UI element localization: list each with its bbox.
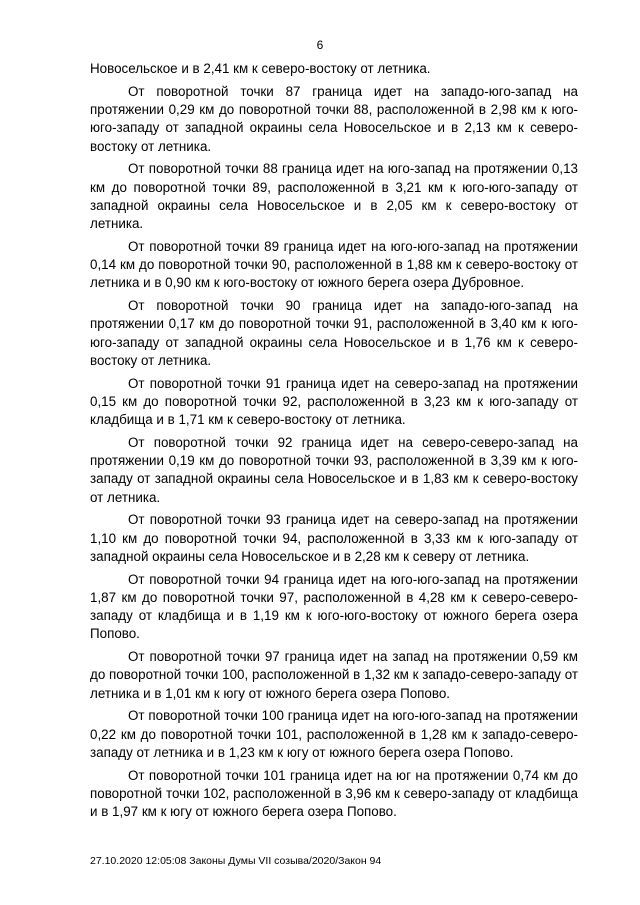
- paragraph-point-97: От поворотной точки 97 граница идет на запад на протяжении 0,59 км до поворотной точки 100, расположенной в 1,32 км к западо-северо-западу от летника и в 1,01 км к югу от южного берега озера Попово.: [90, 649, 578, 701]
- paragraph-point-88: От поворотной точки 88 граница идет на юго-запад на протяжении 0,13 км до поворотной точки 89, расположенной в 3,21 км к юго-юго-западу от западной окраины села Новосельское и в 2,05 км к северо-востоку от летника.: [90, 161, 578, 231]
- paragraph-point-92: От поворотной точки 92 граница идет на северо-северо-запад на протяжении 0,19 км до поворотной точки 93, расположенной в 3,39 км к юго-западу от западной окраины села Новосельское и в 1,83 км к северо-востоку от летника.: [90, 434, 578, 505]
- paragraph-point-100: От поворотной точки 100 граница идет на юго-юго-запад на протяжении 0,22 км до поворотной точки 101, расположенной в 1,28 км к западо-северо-западу от летника и в 1,23 км к югу от южного берега озера Попово.: [90, 708, 578, 760]
- document-body: [90, 60, 578, 826]
- page-number: 6: [316, 38, 324, 52]
- paragraph-point-89: От поворотной точки 89 граница идет на юго-юго-запад на протяжении 0,14 км до поворотной точки 90, расположенной в 1,88 км к северо-востоку от летника и в 0,90 км к юго-востоку от южного берега озера Дубровное.: [90, 238, 578, 291]
- paragraph-point-94: От поворотной точки 94 граница идет на юго-юго-запад на протяжении 1,87 км до поворотной точки 97, расположенной в 4,28 км к северо-северо-западу от кладбища и в 1,19 км к юго-юго-востоку от южного берега озера Попово.: [90, 571, 578, 642]
- paragraph-point-87: От поворотной точки 87 граница идет на западо-юго-запад на протяжении 0,29 км до поворотной точки 88, расположенной в 2,98 км к юго-юго-западу от западной окраины села Новосельское и в 2,13 км к северо-востоку от летника.: [90, 83, 578, 154]
- paragraph-point-91: От поворотной точки 91 граница идет на северо-запад на протяжении 0,15 км до поворотной точки 92, расположенной в 3,23 км к юго-западу от кладбища и в 1,71 км к северо-востоку от летника.: [90, 375, 578, 427]
- paragraph-point-101: От поворотной точки 101 граница идет на юг на протяжении 0,74 км до поворотной точки 102, расположенной в 3,96 км к северо-западу от кладбища и в 1,97 км к югу от южного берега озера Попово.: [90, 767, 578, 819]
- paragraph-point-90: От поворотной точки 90 граница идет на западо-юго-запад на протяжении 0,17 км до поворотной точки 91, расположенной в 3,40 км к юго-юго-западу от западной окраины села Новосельское и в 1,76 км к северо-востоку от летника.: [90, 298, 578, 368]
- paragraph-continuation: Новосельское и в 2,41 км к северо-востоку от летника.: [90, 61, 431, 76]
- document-footer: 27.10.2020 12:05:08 Законы Думы VII созыва/2020/Закон 94: [90, 855, 382, 867]
- paragraph-point-93: От поворотной точки 93 граница идет на северо-запад на протяжении 1,10 км до поворотной точки 94, расположенной в 3,33 км к юго-западу от западной окраины села Новосельское и в 2,28 км к северу от летника.: [90, 512, 578, 564]
